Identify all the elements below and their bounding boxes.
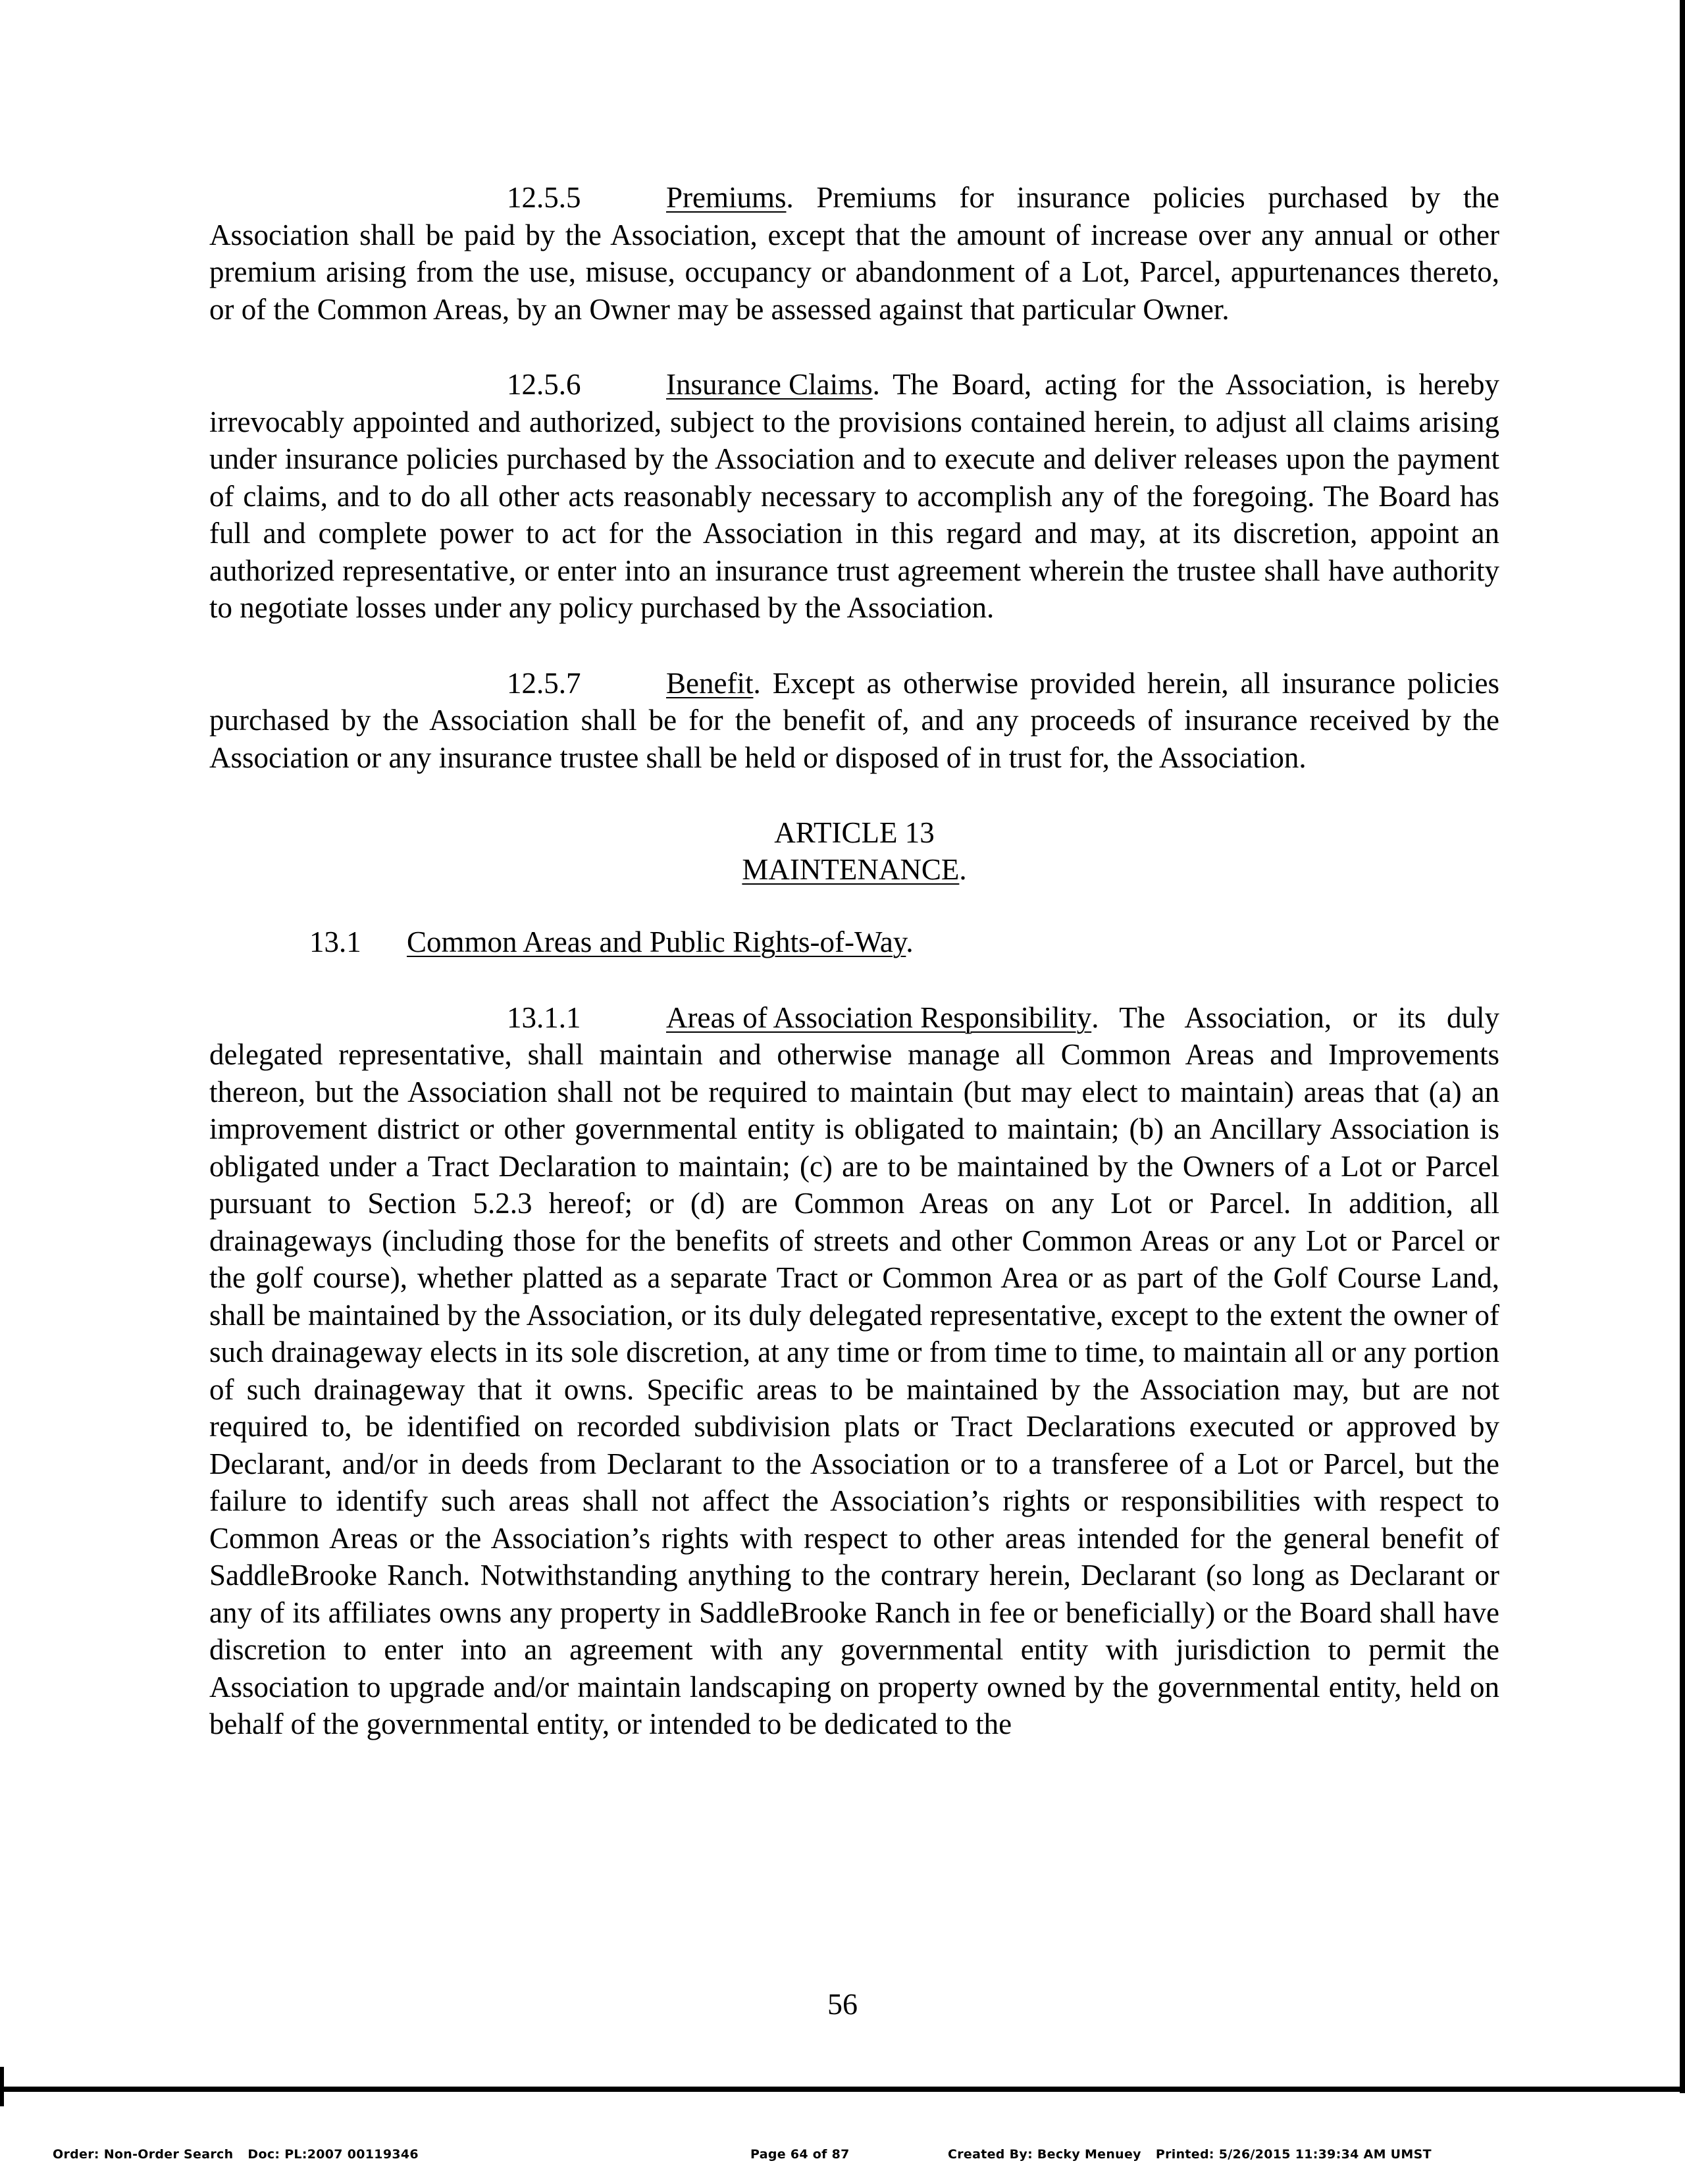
section-text: The Board, acting for the Association, is hereby irrevocably appointed and authorized, subject to the provisions contained herein, to adjust all claims arising under insurance policies purchased by the Association and to execute and deliver releases upon the payment of claims, and to do all other acts reasonably necessary to accomplish any of the foregoing. The Board has full and complete power to act for the Association in this regard and may, at its discretion, appoint an authorized representative, or enter into an insurance trust agreement wherein the trustee shall have authority to negotiate losses under any policy purchased by the Association. [209, 368, 1499, 624]
article-label: ARTICLE 13 [774, 816, 935, 849]
section-number: 13.1.1 [507, 1001, 581, 1034]
section-12-5-7: 12.5.7 Benefit. Except as otherwise provided herein, all insurance policies purchased by the Association shall be for the benefit of, and any proceeds of insurance received by the Association or any insurance trustee shall be held or disposed of in trust for, the Association. [209, 665, 1499, 777]
footer-print-info [948, 2147, 1432, 2167]
section-13-1-1: 13.1.1 Areas of Association Responsibility. The Association, or its duly delegated representative, shall maintain and otherwise manage all Common Areas and Improvements thereon, but the Association shall not be required to maintain (but may elect to maintain) areas that (a) an improvement district or other governmental entity is obligated to maintain; (b) an Ancillary Association is obligated under a Tract Declaration to maintain; (c) are to be maintained by the Owners of a Lot or Parcel pursuant to Section 5.2.3 hereof; or (d) are Common Areas on any Lot or Parcel. In addition, all drainageways (including those for the benefits of streets and other Common Areas or any Lot or Parcel or the golf course), whether platted as a separate Tract or Common Area or as part of the Golf Course Land, shall be maintained by the Association, or its duly delegated representative, except to the extent the owner of such drainageway elects in its sole discretion, at any time or from time to time, to maintain all or any portion of such drainageway that it owns. Specific areas to be maintained by the Association may, but are not required to, be identified on recorded subdivision plats or Tract Declarations executed or approved by Declarant, and/or in deeds from Declarant to the Association or to a transferee of a Lot or Parcel, but the failure to identify such areas shall not affect the Association’s rights or responsibilities with respect to Common Areas or the Association’s rights with respect to other areas intended for the general benefit of SaddleBrooke Ranch. Notwithstanding anything to the contrary herein, Declarant (so long as Declarant or any of its affiliates owns any property in SaddleBrooke Ranch in fee or beneficially) or the Board shall have discretion to enter into an agreement with any governmental entity with jurisdiction to permit the Association to upgrade and/or maintain landscaping on property owned by the governmental entity, held on behalf of the governmental entity, or intended to be dedicated to the [209, 999, 1499, 1743]
section-heading: Benefit [666, 666, 754, 700]
section-number: 12.5.6 [507, 368, 581, 401]
footer-doc: Doc: PL:2007 00119346 [247, 2147, 419, 2162]
footer-order-info [53, 2147, 419, 2167]
section-12-5-5: 12.5.5 Premiums. Premiums for insurance policies purchased by the Association shall be paid by the Association, except that the amount of increase over any annual or other premium arising from the use, misuse, occupancy or abandonment of a Lot, Parcel, appurtenances thereto, or of the Common Areas, by an Owner may be assessed against that particular Owner. [209, 179, 1499, 328]
section-text: Except as otherwise provided herein, all insurance policies purchased by the Association shall be for the benefit of, and any proceeds of insurance received by the Association or any insurance trustee shall be held or disposed of in trust for, the Association. [209, 666, 1499, 774]
section-heading: Common Areas and Public Rights-of-Way [407, 925, 906, 958]
section-13-1: 13.1 Common Areas and Public Rights-of-Way. [209, 923, 1499, 961]
page-edge-left-mark [0, 2067, 4, 2106]
page-edge-right [1680, 0, 1685, 2093]
footer-order: Order: Non-Order Search [53, 2147, 234, 2162]
section-number: 12.5.7 [507, 666, 581, 700]
section-text: The Association, or its duly delegated representative, shall maintain and otherwise manage all Common Areas and Improvements thereon, but the Association shall not be required to maintain (but may elect to maintain) areas that (a) an improvement district or other governmental entity is obligated to maintain; (b) an Ancillary Association is obligated under a Tract Declaration to maintain; (c) are to be maintained by the Owners of a Lot or Parcel pursuant to Section 5.2.3 hereof; or (d) are Common Areas on any Lot or Parcel. In addition, all drainageways (including those for the benefits of streets and other Common Areas or any Lot or Parcel or the golf course), whether platted as a separate Tract or Common Area or as part of the Golf Course Land, shall be maintained by the Association, or its duly delegated representative, except to the extent the owner of such drainageway elects in its sole discretion, at any time or from time to time, to maintain all or any portion of such drainageway that it owns. Specific areas to be maintained by the Association may, but are not required to, be identified on recorded subdivision plats or Tract Declarations executed or approved by Declarant, and/or in deeds from Declarant to the Association or to a transferee of a Lot or Parcel, but the failure to identify such areas shall not affect the Association’s rights or responsibilities with respect to Common Areas or the Association’s rights with respect to other areas intended for the general benefit of SaddleBrooke Ranch. Notwithstanding anything to the contrary herein, Declarant (so long as Declarant or any of its affiliates owns any property in SaddleBrooke Ranch in fee or beneficially) or the Board shall have discretion to enter into an agreement with any governmental entity with jurisdiction to permit the Association to upgrade and/or maintain landscaping on property owned by the governmental entity, held on behalf of the governmental entity, or intended to be dedicated to the [209, 1001, 1500, 1740]
section-number: 12.5.5 [507, 181, 581, 214]
section-12-5-6: 12.5.6 Insurance Claims. The Board, acting for the Association, is hereby irrevocably appointed and authorized, subject to the provisions contained herein, to adjust all claims arising under insurance policies purchased by the Association and to execute and deliver releases upon the payment of claims, and to do all other acts reasonably necessary to accomplish any of the foregoing. The Board has full and complete power to act for the Association in this regard and may, at its discretion, appoint an authorized representative, or enter into an insurance trust agreement wherein the trustee shall have authority to negotiate losses under any policy purchased by the Association. [209, 366, 1499, 627]
footer-created-by: Created By: Becky Menuey [948, 2147, 1141, 2162]
footer-printed: Printed: 5/26/2015 11:39:34 AM UMST [1155, 2147, 1432, 2162]
section-heading: Premiums [666, 181, 787, 214]
section-text: Premiums for insurance policies purchased by the Association shall be paid by the Association, except that the amount of increase over any annual or other premium arising from the use, misuse, occupancy or abandonment of a Lot, Parcel, appurtenances thereto, or of the Common Areas, by an Owner may be assessed against that particular Owner. [209, 181, 1499, 326]
section-heading: Insurance Claims [666, 368, 873, 401]
section-number: 13.1 [309, 925, 361, 958]
document-body [209, 179, 1499, 1781]
article-heading: ARTICLE 13 MAINTENANCE. [209, 814, 1499, 888]
footer-page-count: Page 64 of 87 [750, 2147, 850, 2162]
page-number: 56 [827, 1987, 858, 2021]
page-edge-bottom [0, 2087, 1685, 2092]
article-title: MAINTENANCE [742, 853, 960, 886]
section-heading: Areas of Association Responsibility [666, 1001, 1092, 1034]
